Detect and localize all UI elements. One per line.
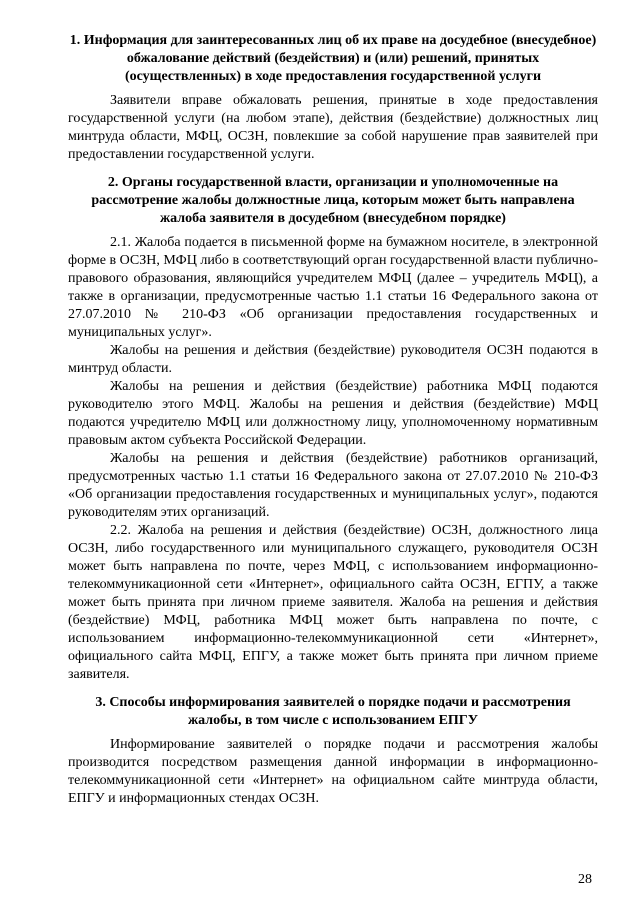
page-number: 28 <box>578 872 592 887</box>
section-2-paragraph-2: Жалобы на решения и действия (бездействие) руководителя ОСЗН подаются в минтруд области. <box>68 343 598 376</box>
document-page <box>68 32 598 808</box>
section-3-heading: 3. Способы информирования заявителей о порядке подачи и рассмотрения жалобы, в том числе с использованием ЕПГУ <box>95 695 571 728</box>
section-2-paragraph-3: Жалобы на решения и действия (бездействие) работника МФЦ подаются руководителю этого МФЦ. Жалобы на решения и действия (бездействие) МФЦ подаются учредителю МФЦ или должностному лицу, уполномоченному нормативным правовым актом субъекта Российской Федерации. <box>68 379 598 448</box>
section-1-paragraph-1: Заявители вправе обжаловать решения, принятые в ходе предоставления государственной услуги (на любом этапе), действия (бездействие) должностных лиц минтруда области, МФЦ, ОСЗН, повлекшие за собой нарушение прав заявителей при предоставлении государственной услуги. <box>68 93 598 162</box>
section-2-paragraph-5: 2.2. Жалоба на решения и действия (бездействие) ОСЗН, должностного лица ОСЗН, либо государственного или муниципального служащего, руководителя ОСЗН может быть направлена по почте, через МФЦ, с использованием информационно-телекоммуникационной сети «Интернет», официального сайта ОСЗН, ЕГПУ, а также может быть принята при личном приеме заявителя. Жалоба на решения и действия (бездействие) МФЦ, работника МФЦ может быть направлена по почте, с использованием информационно-телекоммуникационной сети «Интернет», официального сайта МФЦ, ЕПГУ, а также может быть принята при личном приеме заявителя. <box>68 523 598 682</box>
section-3-paragraph-1: Информирование заявителей о порядке подачи и рассмотрения жалобы производится посредством размещения данной информации в информационно-телекоммуникационной сети «Интернет» на официальном сайте минтруда области, ЕПГУ и информационных стендах ОСЗН. <box>68 737 598 806</box>
section-1-heading: 1. Информация для заинтересованных лиц об их праве на досудебное (внесудебное) обжалование действий (бездействия) и (или) решений, принятых (осуществленных) в ходе предоставления государственной услуги <box>69 33 597 84</box>
section-2-heading: 2. Органы государственной власти, организации и уполномоченные на рассмотрение жалобы должностные лица, которым может быть направлена жалоба заявителя в досудебном (внесудебном порядке) <box>91 175 575 226</box>
section-2-paragraph-1: 2.1. Жалоба подается в письменной форме на бумажном носителе, в электронной форме в ОСЗН, МФЦ либо в соответствующий орган государственной власти публично-правового образования, являющийся учредителем МФЦ (далее – учредитель МФЦ), а также в организации, предусмотренные частью 1.1 статьи 16 Федерального закона от 27.07.2010 № 210-ФЗ «Об организации предоставления государственных и муниципальных услуг». <box>68 235 598 340</box>
section-2-paragraph-4: Жалобы на решения и действия (бездействие) работников организаций, предусмотренных частью 1.1 статьи 16 Федерального закона от 27.07.2010 № 210-ФЗ «Об организации предоставления государственных и муниципальных услуг», подаются руководителям этих организаций. <box>68 451 598 520</box>
